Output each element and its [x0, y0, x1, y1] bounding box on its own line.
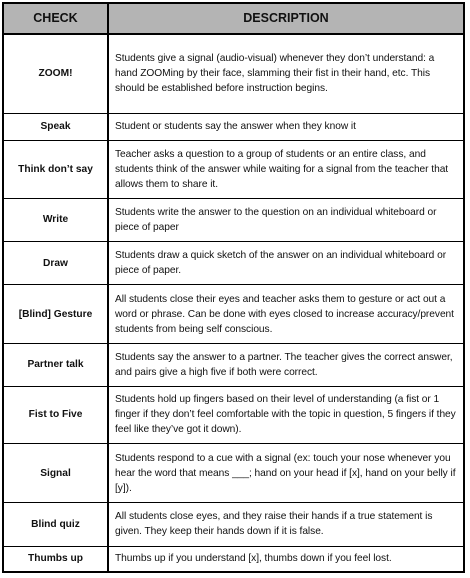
table-row	[4, 285, 463, 344]
check-description: All students close eyes, and they raise their hands if a true statement is given. They keep their hands down if it is false.	[108, 503, 463, 546]
check-name: Thumbs up	[4, 546, 108, 571]
check-name: Write	[4, 198, 108, 241]
table-row	[4, 113, 463, 140]
check-name: Blind quiz	[4, 503, 108, 546]
table-row	[4, 503, 463, 546]
check-description: All students close their eyes and teacher asks them to gesture or act out a word or phrase. Can be done with eyes closed to increase accuracy/prevent students from being self conscious.	[108, 285, 463, 344]
check-description: Students give a signal (audio-visual) whenever they don’t understand: a hand ZOOMing by their face, slamming their fist in their hand, etc. This should be established before instruction begins.	[115, 53, 435, 95]
table-row	[4, 344, 463, 386]
check-description: Students respond to a cue with a signal (ex: touch your nose whenever you hear the word that means ___; hand on your head if [x], hand on your belly if [y]).	[108, 444, 463, 503]
check-description: Teacher asks a question to a group of students or an entire class, and students think of the answer while waiting for a signal from the teacher that allows them to share it.	[108, 140, 463, 198]
check-description: Thumbs up if you understand [x], thumbs down if you feel lost.	[108, 546, 463, 571]
check-description: Students write the answer to the question on an individual whiteboard or piece of paper	[108, 198, 463, 241]
header-row	[4, 4, 463, 34]
check-name: Fist to Five	[4, 386, 108, 444]
checks-table-frame	[2, 2, 465, 573]
table-row	[4, 198, 463, 241]
check-description: Students draw a quick sketch of the answer on an individual whiteboard or piece of paper.	[108, 242, 463, 285]
table-row	[4, 444, 463, 503]
check-name: Think don’t say	[4, 140, 108, 198]
check-name: [Blind] Gesture	[4, 285, 108, 344]
check-name: Signal	[4, 444, 108, 503]
table-row	[4, 386, 463, 444]
table-row	[4, 34, 463, 114]
header-check: CHECK	[4, 4, 108, 34]
check-name: ZOOM!	[4, 34, 108, 114]
table-row	[4, 546, 463, 571]
table-row	[4, 242, 463, 285]
check-name: Draw	[4, 242, 108, 285]
check-name: Partner talk	[4, 344, 108, 386]
check-description: Student or students say the answer when they know it	[108, 113, 463, 140]
header-description: DESCRIPTION	[108, 4, 463, 34]
check-description: Students hold up fingers based on their level of understanding (a fist or 1 finger if they don’t feel comfortable with the topic in question, 5 fingers if they feel like they’ve got it down).	[108, 386, 463, 444]
table-row	[4, 140, 463, 198]
comprehension-checks-table	[4, 4, 463, 571]
check-name: Speak	[4, 113, 108, 140]
check-description: Students say the answer to a partner. The teacher gives the correct answer, and pairs give a high five if both were correct.	[108, 344, 463, 386]
